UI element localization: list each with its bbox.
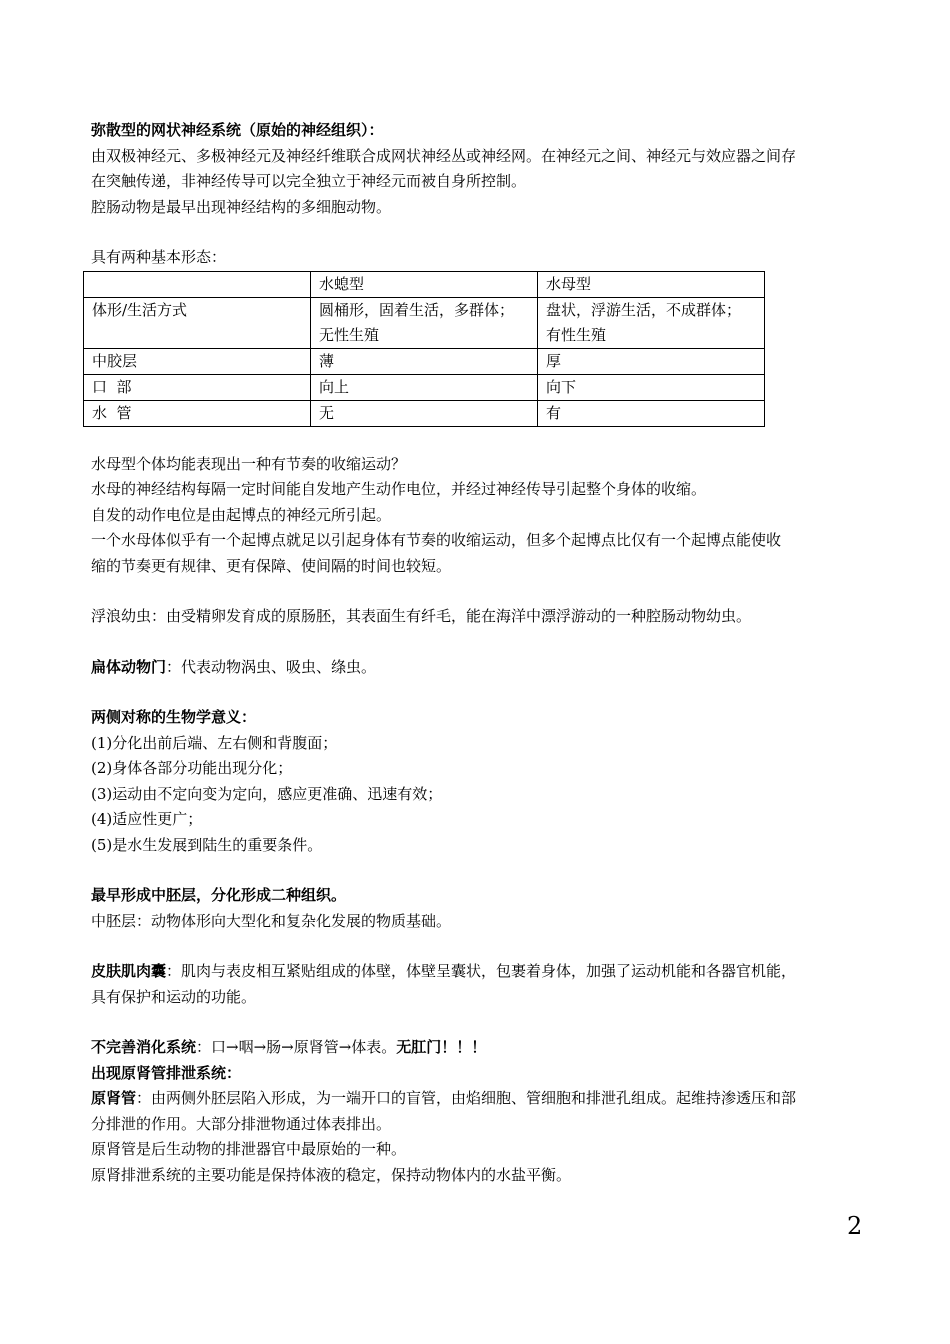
list-item: (1)分化出前后端、左右侧和背腹面； bbox=[91, 733, 338, 752]
paragraph-line: 中胚层：动物体形向大型化和复杂化发展的物质基础。 bbox=[91, 911, 452, 930]
cell-line: 盘状，浮游生活，不成群体； bbox=[546, 300, 742, 319]
paragraph-line bbox=[91, 1086, 861, 1112]
paragraph-line: 由双极神经元、多极神经元及神经纤维联合成网状神经丛或神经网。在神经元之间、神经元与效应器之间存 bbox=[91, 146, 797, 165]
paragraph-line: 在突触传递，非神经传导可以完全独立于神经元而被自身所控制。 bbox=[91, 172, 527, 190]
paragraph-line: 水母型个体均能表现出一种有节奏的收缩运动？ bbox=[91, 454, 407, 473]
paragraph-line: 原肾管是后生动物的排泄器官中最原始的一种。 bbox=[91, 1140, 407, 1158]
term-text: ：代表动物涡虫、吸虫、绦虫。 bbox=[166, 657, 377, 676]
table-cell: 向下 bbox=[538, 374, 765, 400]
term-text: ：口→咽→肠→原肾管→体表。 bbox=[196, 1038, 397, 1056]
paragraph-line bbox=[91, 655, 861, 681]
section-heading: 出现原肾管排泄系统： bbox=[91, 1063, 242, 1082]
table-cell: 薄 bbox=[311, 348, 538, 374]
table-row bbox=[84, 297, 765, 348]
table-cell: 水 管 bbox=[84, 400, 311, 426]
paragraph-line: 原肾排泄系统的主要功能是保持体液的稳定，保持动物体内的水盐平衡。 bbox=[91, 1165, 572, 1184]
paragraph-line: 缩的节奏更有规律、更有保障、使间隔的时间也较短。 bbox=[91, 556, 452, 575]
table-cell: 中胶层 bbox=[84, 348, 311, 374]
paragraph-line: 具有保护和运动的功能。 bbox=[91, 987, 257, 1006]
table-row bbox=[84, 348, 765, 374]
table-intro: 具有两种基本形态： bbox=[91, 248, 227, 266]
table-row bbox=[84, 400, 765, 426]
table-header-cell: 水螅型 bbox=[311, 271, 538, 297]
term-label: 不完善消化系统 bbox=[91, 1038, 197, 1056]
table-header-cell: 水母型 bbox=[538, 271, 765, 297]
section-heading: 两侧对称的生物学意义： bbox=[91, 708, 257, 726]
cell-line: 有性生殖 bbox=[546, 325, 607, 344]
table-row bbox=[84, 374, 765, 400]
table-cell: 口 部 bbox=[84, 374, 311, 400]
cell-line: 无性生殖 bbox=[319, 325, 380, 344]
paragraph-line: 自发的动作电位是由起博点的神经元所引起。 bbox=[91, 505, 392, 524]
term-label: 扁体动物门 bbox=[91, 657, 167, 676]
comparison-table bbox=[83, 271, 765, 427]
paragraph-line: 水母的神经结构每隔一定时间能自发地产生动作电位，并经过神经传导引起整个身体的收缩。 bbox=[91, 480, 707, 498]
table-header-cell bbox=[84, 271, 311, 297]
table-cell: 有 bbox=[538, 400, 765, 426]
table-cell bbox=[538, 297, 765, 348]
document-body bbox=[91, 118, 861, 1188]
term-text: ：由两侧外胚层陷入形成，为一端开口的盲管，由焰细胞、管细胞和排泄孔组成。起维持渗透压和部 bbox=[136, 1089, 797, 1107]
section-heading: 弥散型的网状神经系统（原始的神经组织）： bbox=[91, 121, 384, 139]
term-label: 原肾管 bbox=[91, 1089, 137, 1107]
table-cell: 厚 bbox=[538, 348, 765, 374]
table-cell: 无 bbox=[311, 400, 538, 426]
term-label: 皮肤肌肉囊 bbox=[91, 962, 167, 980]
paragraph-line: 分排泄的作用。大部分排泄物通过体表排出。 bbox=[91, 1114, 392, 1133]
cell-line: 圆桶形，固着生活，多群体； bbox=[319, 300, 515, 319]
term-text: ：肌肉与表皮相互紧贴组成的体壁，体壁呈囊状，包裹着身体，加强了运动机能和各器官机能， bbox=[166, 962, 797, 980]
emphasis-text: 无肛门！！！ bbox=[396, 1038, 487, 1056]
list-item: (4)适应性更广； bbox=[91, 810, 203, 828]
paragraph-line bbox=[91, 959, 861, 985]
table-header-row bbox=[84, 271, 765, 297]
section-heading: 最早形成中胚层，分化形成二种组织。 bbox=[91, 886, 347, 904]
paragraph-line: 一个水母体似乎有一个起博点就足以引起身体有节奏的收缩运动，但多个起博点比仅有一个起博点能使收 bbox=[91, 531, 782, 549]
list-item: (3)运动由不定向变为定向，感应更准确、迅速有效； bbox=[91, 784, 443, 803]
list-item: (5)是水生发展到陆生的重要条件。 bbox=[91, 835, 323, 854]
page-number: 2 bbox=[847, 1212, 863, 1240]
paragraph-line bbox=[91, 1035, 861, 1061]
table-cell: 体形/生活方式 bbox=[84, 297, 311, 348]
paragraph-line: 腔肠动物是最早出现神经结构的多细胞动物。 bbox=[91, 197, 392, 216]
list-item: (2)身体各部分功能出现分化； bbox=[91, 759, 293, 777]
table-cell bbox=[311, 297, 538, 348]
paragraph-line: 浮浪幼虫：由受精卵发育成的原肠胚，其表面生有纤毛，能在海洋中漂浮游动的一种腔肠动物幼虫。 bbox=[91, 607, 752, 625]
table-cell: 向上 bbox=[311, 374, 538, 400]
